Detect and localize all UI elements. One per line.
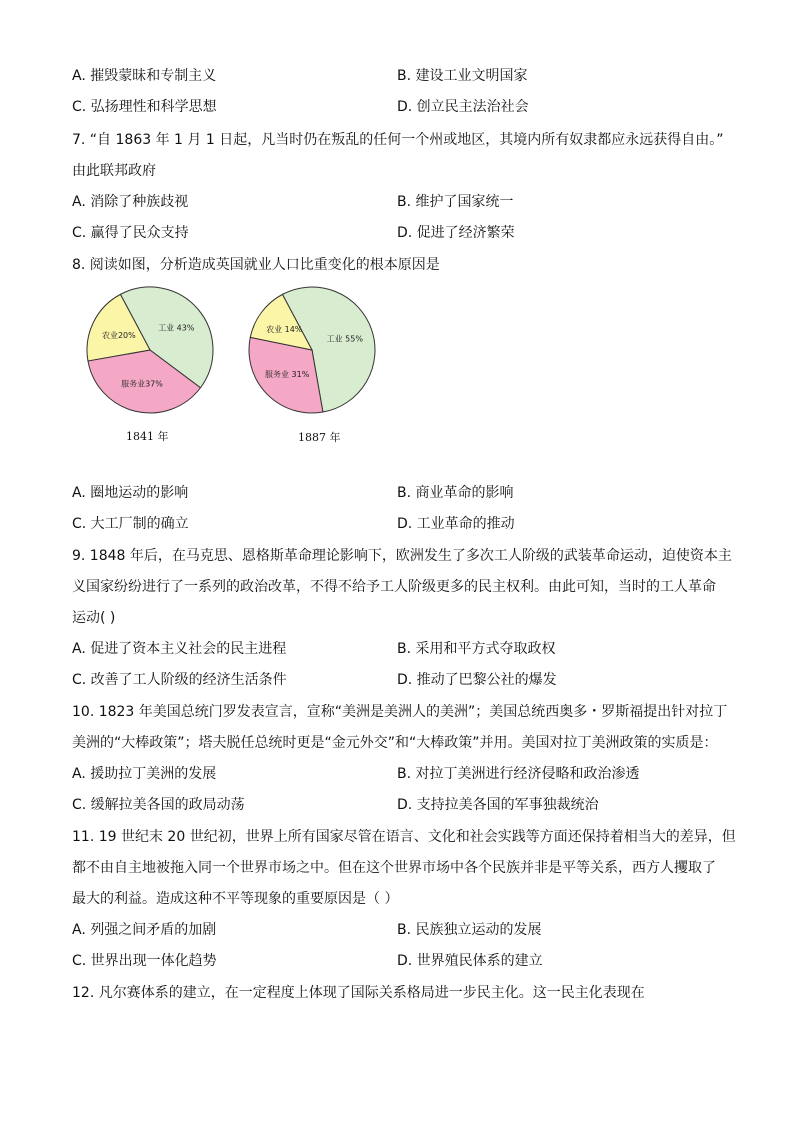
q9-option-a: A. 促进了资本主义社会的民主进程 bbox=[72, 641, 287, 657]
q6-option-a: A. 摧毁蒙昧和专制主义 bbox=[72, 68, 217, 84]
q8-stem: 8. 阅读如图，分析造成英国就业人口比重变化的根本原因是 bbox=[72, 257, 440, 273]
q8-option-c: C. 大工厂制的确立 bbox=[72, 516, 189, 532]
q7-stem-line1: 7. “自 1863 年 1 月 1 日起，凡当时仍在叛乱的任何一个州或地区，其境内所有奴隶都应永远获得自由。” bbox=[72, 132, 724, 148]
chart-1887-title: 1887 年 bbox=[298, 431, 341, 444]
q6-option-d: D. 创立民主法治社会 bbox=[397, 99, 529, 115]
q9-stem-line3: 运动( ) bbox=[72, 610, 116, 626]
q6-option-c: C. 弘扬理性和科学思想 bbox=[72, 99, 217, 115]
q9-stem-line2: 义国家纷纷进行了一系列的政治改革，不得不给予工人阶级更多的民主权利。由此可知，当时的工人革命 bbox=[72, 579, 716, 595]
pie-charts bbox=[72, 282, 412, 452]
q7-stem-line2: 由此联邦政府 bbox=[72, 163, 156, 179]
q7-option-d: D. 促进了经济繁荣 bbox=[397, 225, 515, 241]
q10-stem-line2: 美洲的“大棒政策”；塔夫脱任总统时更是“金元外交”和“大棒政策”并用。美国对拉丁美洲政策的实质是： bbox=[72, 735, 718, 751]
q9-option-b: B. 采用和平方式夺取政权 bbox=[397, 641, 556, 657]
q8-option-b: B. 商业革命的影响 bbox=[397, 485, 514, 501]
q10-option-a: A. 援助拉丁美洲的发展 bbox=[72, 766, 217, 782]
q11-stem-line2: 都不由自主地被拖入同一个世界市场之中。但在这个世界市场中各个民族并非是平等关系，西方人攫取了 bbox=[72, 860, 716, 876]
pie-label-1-服务业: 服务业 31% bbox=[264, 370, 310, 380]
pie-label-1-农业: 农业 14% bbox=[266, 325, 303, 335]
q9-option-d: D. 推动了巴黎公社的爆发 bbox=[397, 672, 557, 688]
q8-option-d: D. 工业革命的推动 bbox=[397, 516, 515, 532]
q10-option-d: D. 支持拉美各国的军事独裁统治 bbox=[397, 797, 599, 813]
q11-stem-line1: 11. 19 世纪末 20 世纪初，世界上所有国家尽管在语言、文化和社会实践等方面还保持着相当大的差异，但 bbox=[72, 829, 736, 845]
pie-label-1-工业: 工业 55% bbox=[326, 334, 363, 344]
q11-option-d: D. 世界殖民体系的建立 bbox=[397, 953, 543, 969]
q10-option-b: B. 对拉丁美洲进行经济侵略和政治渗透 bbox=[397, 766, 640, 782]
q11-option-a: A. 列强之间矛盾的加剧 bbox=[72, 922, 217, 938]
chart-1841-title: 1841 年 bbox=[126, 430, 169, 443]
q7-option-c: C. 赢得了民众支持 bbox=[72, 225, 189, 241]
q12-stem-line1: 12. 凡尔赛体系的建立，在一定程度上体现了国际关系格局进一步民主化。这一民主化表现在 bbox=[72, 985, 645, 1001]
q8-option-a: A. 圈地运动的影响 bbox=[72, 485, 189, 501]
q11-option-c: C. 世界出现一体化趋势 bbox=[72, 953, 217, 969]
pie-label-0-农业: 农业20% bbox=[101, 330, 136, 340]
q11-stem-line3: 最大的利益。造成这种不平等现象的重要原因是（ ） bbox=[72, 891, 399, 907]
q6-option-b: B. 建设工业文明国家 bbox=[397, 68, 528, 84]
q11-option-b: B. 民族独立运动的发展 bbox=[397, 922, 542, 938]
q10-option-c: C. 缓解拉美各国的政局动荡 bbox=[72, 797, 245, 813]
q7-option-b: B. 维护了国家统一 bbox=[397, 194, 514, 210]
q9-option-c: C. 改善了工人阶级的经济生活条件 bbox=[72, 672, 287, 688]
q10-stem-line1: 10. 1823 年美国总统门罗发表宣言，宣称“美洲是美洲人的美洲”；美国总统西奥多・罗斯福提出针对拉丁 bbox=[72, 704, 728, 720]
pie-label-0-服务业: 服务业37% bbox=[121, 379, 163, 389]
q9-stem-line1: 9. 1848 年后，在马克思、恩格斯革命理论影响下，欧洲发生了多次工人阶级的武装革命运动，迫使资本主 bbox=[72, 548, 732, 564]
pie-chart-svg bbox=[72, 282, 412, 452]
pie-label-0-工业: 工业 43% bbox=[158, 323, 195, 333]
q7-option-a: A. 消除了种族歧视 bbox=[72, 194, 189, 210]
